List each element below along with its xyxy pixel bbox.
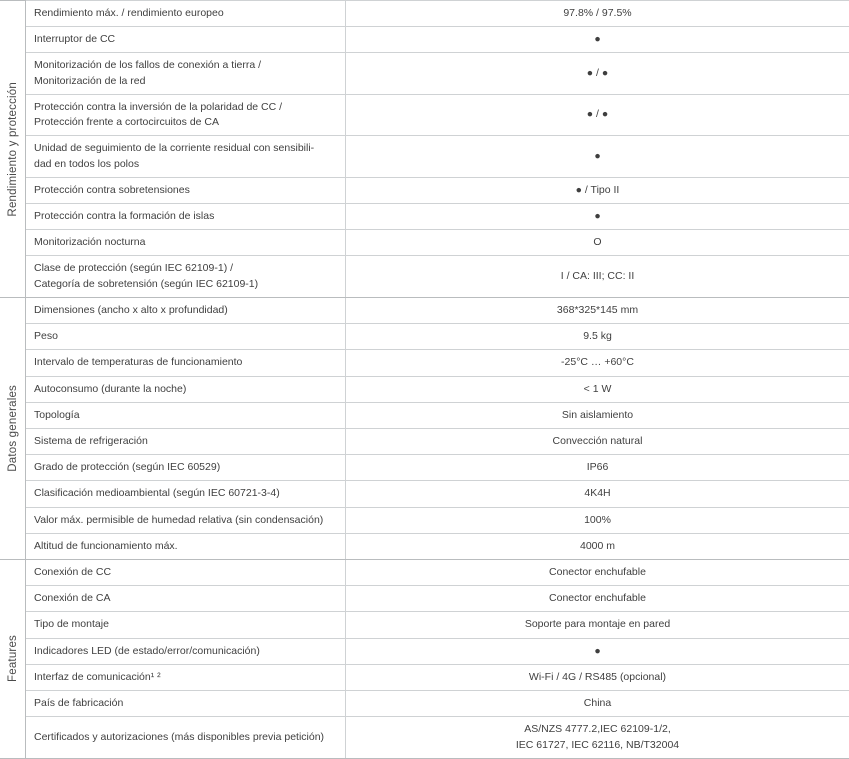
- category-label: Features: [7, 635, 19, 682]
- table-row: [0, 428, 849, 454]
- spec-label: Interfaz de comunicación¹ ²: [26, 664, 346, 690]
- spec-value: Conector enchufable: [346, 586, 849, 612]
- spec-value: -25°C … +60°C: [346, 350, 849, 376]
- spec-label: Grado de protección (según IEC 60529): [26, 455, 346, 481]
- spec-value: ● / ●: [346, 94, 849, 135]
- table-row: [0, 638, 849, 664]
- table-row: [0, 177, 849, 203]
- spec-label: Monitorización nocturna: [26, 230, 346, 256]
- category-header-2: [0, 297, 26, 559]
- category-header-3: [0, 560, 26, 759]
- spec-label: Tipo de montaje: [26, 612, 346, 638]
- table-row: [0, 203, 849, 229]
- spec-label: Protección contra la inversión de la polaridad de CC / Protección frente a cortocircuitos de CA: [26, 94, 346, 135]
- spec-value: Convección natural: [346, 428, 849, 454]
- table-row: [0, 691, 849, 717]
- spec-label: Monitorización de los fallos de conexión a tierra / Monitorización de la red: [26, 53, 346, 94]
- spec-value: IP66: [346, 455, 849, 481]
- spec-value: Sin aislamiento: [346, 402, 849, 428]
- spec-label: País de fabricación: [26, 691, 346, 717]
- spec-label: Intervalo de temperaturas de funcionamiento: [26, 350, 346, 376]
- table-row: [0, 1, 849, 27]
- spec-label: Valor máx. permisible de humedad relativa (sin condensación): [26, 507, 346, 533]
- spec-value: China: [346, 691, 849, 717]
- table-row: [0, 664, 849, 690]
- spec-value: Wi-Fi / 4G / RS485 (opcional): [346, 664, 849, 690]
- spec-label: Protección contra sobretensiones: [26, 177, 346, 203]
- table-row: [0, 717, 849, 758]
- spec-value: 100%: [346, 507, 849, 533]
- spec-label: Conexión de CA: [26, 586, 346, 612]
- spec-value: ●: [346, 638, 849, 664]
- spec-label: Altitud de funcionamiento máx.: [26, 533, 346, 559]
- spec-value: AS/NZS 4777.2,IEC 62109-1/2, IEC 61727, IEC 62116, NB/T32004: [346, 717, 849, 758]
- spec-label: Protección contra la formación de islas: [26, 203, 346, 229]
- table-row: [0, 376, 849, 402]
- spec-label: Rendimiento máx. / rendimiento europeo: [26, 1, 346, 27]
- table-row: [0, 256, 849, 297]
- table-row: [0, 350, 849, 376]
- table-row: [0, 230, 849, 256]
- spec-value: ●: [346, 136, 849, 177]
- table-row: [0, 481, 849, 507]
- spec-value: I / CA: III; CC: II: [346, 256, 849, 297]
- category-header-1: [0, 1, 26, 298]
- spec-value: ● / Tipo II: [346, 177, 849, 203]
- table-row: [0, 560, 849, 586]
- spec-value: ●: [346, 27, 849, 53]
- spec-label: Topología: [26, 402, 346, 428]
- table-row: [0, 53, 849, 94]
- spec-value: ●: [346, 203, 849, 229]
- table-row: [0, 94, 849, 135]
- table-row: [0, 324, 849, 350]
- table-row: [0, 136, 849, 177]
- spec-value: 97.8% / 97.5%: [346, 1, 849, 27]
- spec-label: Clasificación medioambiental (según IEC 60721-3-4): [26, 481, 346, 507]
- spec-label: Autoconsumo (durante la noche): [26, 376, 346, 402]
- category-label: Rendimiento y protección: [7, 82, 19, 217]
- spec-label: Unidad de seguimiento de la corriente residual con sensibili- dad en todos los polos: [26, 136, 346, 177]
- table-row: [0, 533, 849, 559]
- spec-label: Dimensiones (ancho x alto x profundidad): [26, 297, 346, 323]
- spec-value: 9.5 kg: [346, 324, 849, 350]
- spec-label: Conexión de CC: [26, 560, 346, 586]
- table-row: [0, 586, 849, 612]
- spec-value: Conector enchufable: [346, 560, 849, 586]
- table-row: [0, 27, 849, 53]
- category-label: Datos generales: [7, 385, 19, 472]
- spec-value: O: [346, 230, 849, 256]
- spec-label: Certificados y autorizaciones (más disponibles previa petición): [26, 717, 346, 758]
- table-row: [0, 455, 849, 481]
- spec-label: Peso: [26, 324, 346, 350]
- spec-label: Interruptor de CC: [26, 27, 346, 53]
- spec-label: Indicadores LED (de estado/error/comunicación): [26, 638, 346, 664]
- spec-value: Soporte para montaje en pared: [346, 612, 849, 638]
- spec-value: 368*325*145 mm: [346, 297, 849, 323]
- spec-value: ● / ●: [346, 53, 849, 94]
- table-row: [0, 612, 849, 638]
- table-row: [0, 402, 849, 428]
- spec-label: Clase de protección (según IEC 62109-1) / Categoría de sobretensión (según IEC 62109-1): [26, 256, 346, 297]
- spec-value: 4K4H: [346, 481, 849, 507]
- spec-label: Sistema de refrigeración: [26, 428, 346, 454]
- spec-value: 4000 m: [346, 533, 849, 559]
- table-row: [0, 507, 849, 533]
- table-row: [0, 297, 849, 323]
- spec-value: < 1 W: [346, 376, 849, 402]
